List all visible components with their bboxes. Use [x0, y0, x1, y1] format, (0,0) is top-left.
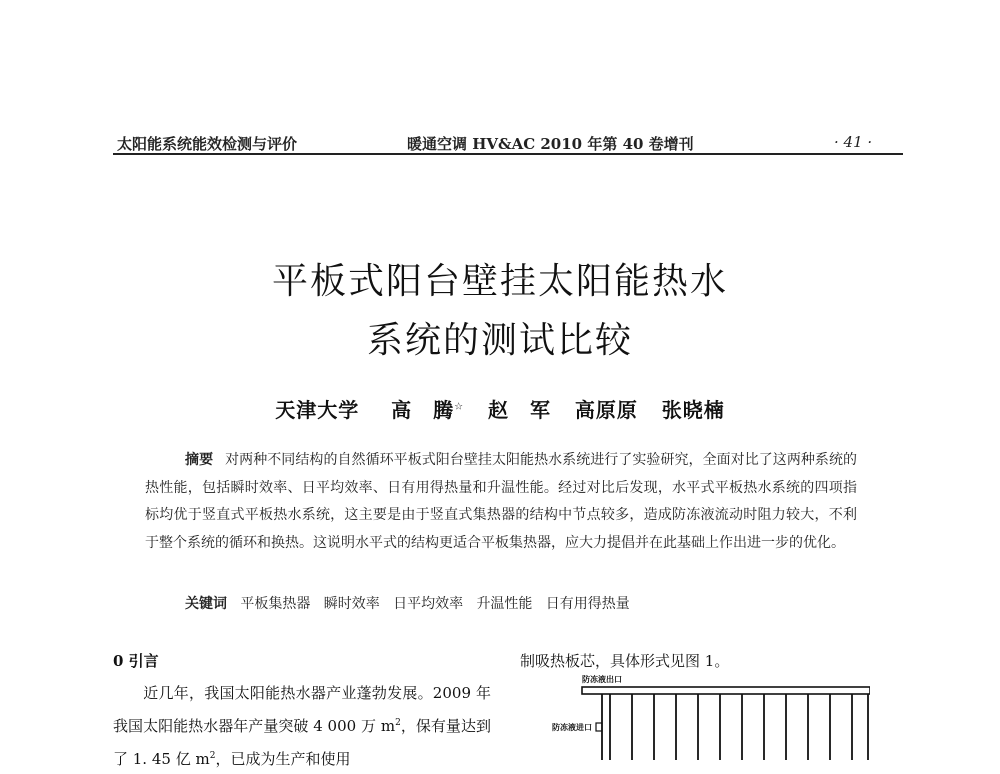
page-number: · 41 · — [834, 133, 873, 151]
top-header-pipe — [582, 687, 870, 694]
figure-1-collector-diagram — [540, 673, 870, 760]
body-paragraph: 近几年，我国太阳能热水器产业蓬勃发展。2009 年我国太阳能热水器年产量突破 4 000 万 $m^2$，保有量达到了 1. 45 亿 $m^2$，已成为生产和使用 — [113, 684, 491, 768]
affiliation: 天津大学 — [275, 398, 360, 422]
keyword: 瞬时效率 — [323, 596, 380, 612]
keyword: 平板集热器 — [240, 596, 311, 612]
keywords-label: 关键词 — [185, 596, 227, 612]
label-outlet: 防冻液出口 — [582, 675, 622, 684]
abstract-text: 对两种不同结构的自然循环平板式阳台壁挂太阳能热水系统进行了实验研究，全面对比了这两种系统的热性能，包括瞬时效率、日平均效率、日有用得热量和升温性能。经过对比后发现，水平式平板热水系统的四项指标均优于竖直式平板热水系统，这主要是由于竖直式集热器的结构中节点较多，造成防冻液流动时阻力较大，不利于整个系统的循环和换热。这说明水平式的结构更适合平板集热器，应大力提倡并在此基础上作出进一步的优化。 — [145, 452, 858, 551]
paper-title-line-1: 平板式阳台壁挂太阳能热水 — [271, 261, 728, 302]
authors-line — [0, 394, 1000, 423]
paper-title-line-2: 系统的测试比较 — [366, 320, 633, 361]
keywords — [185, 593, 630, 613]
author-name: 赵 军 — [487, 398, 551, 422]
author-name: 张晓楠 — [661, 398, 725, 422]
inlet-stub — [596, 723, 602, 731]
keyword: 日有用得热量 — [545, 596, 630, 612]
section-heading — [113, 650, 159, 671]
corresponding-mark: ☆ — [454, 401, 465, 413]
header-rule — [113, 153, 903, 155]
section-number: 0 — [113, 652, 124, 670]
running-header-section: 太阳能系统能效检测与评价 — [117, 135, 298, 153]
abstract — [145, 447, 857, 557]
running-header-journal: 暖通空调 HV&AC 2010 年第 40 卷增刊 — [407, 135, 694, 153]
author-name: 高 腾 — [391, 398, 455, 422]
author-name: 高原原 — [574, 398, 638, 422]
keyword: 日平均效率 — [393, 596, 464, 612]
keyword: 升温性能 — [476, 596, 533, 612]
section-title: 引言 — [128, 652, 159, 670]
abstract-label: 摘要 — [185, 452, 214, 468]
body-right-text: 制吸热板芯，具体形式见图 1。 — [520, 652, 730, 670]
label-inlet: 防冻液进口 — [552, 723, 592, 732]
